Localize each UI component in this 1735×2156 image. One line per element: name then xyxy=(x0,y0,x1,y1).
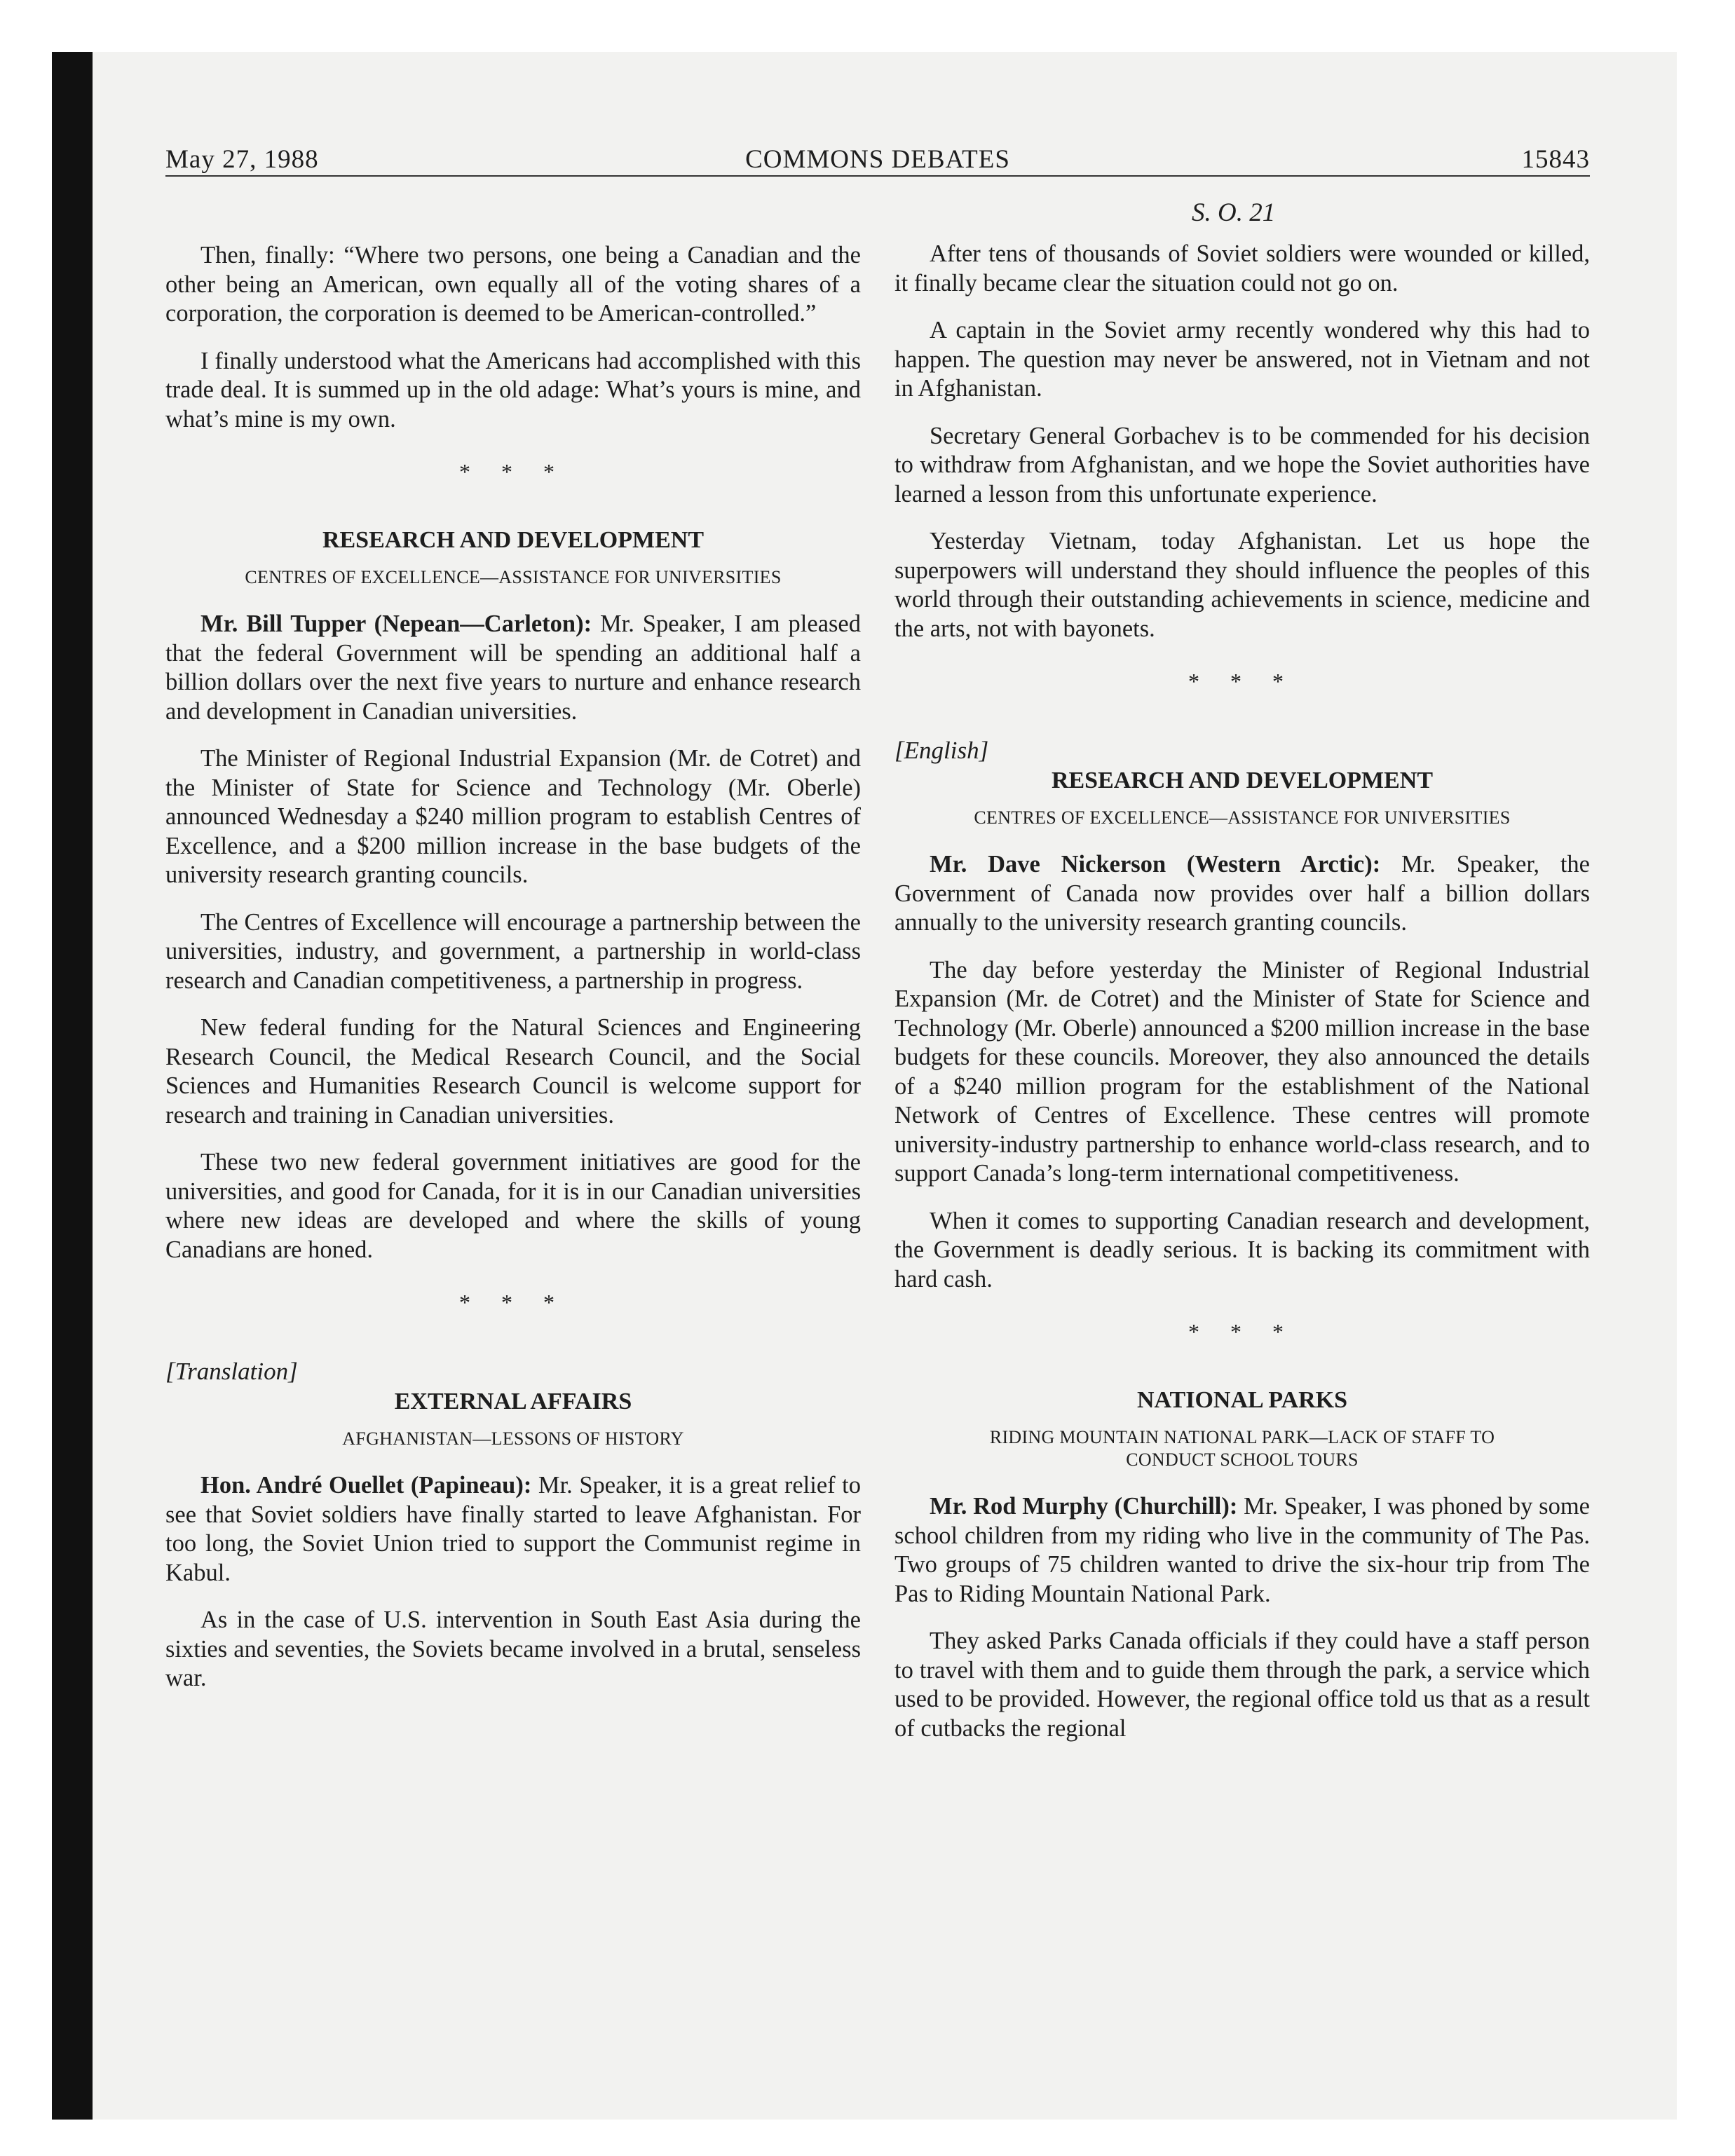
speaker-name: Mr. Bill Tupper (Nepean—Carleton): xyxy=(200,610,592,637)
section-subheading: CENTRES OF EXCELLENCE—ASSISTANCE FOR UNIVERSITIES xyxy=(974,807,1511,828)
paragraph: These two new federal government initiatives are good for the universities, and good for Canada, for it is in our Canadian universities where new ideas are developed and where the skills of young Canadians are honed. xyxy=(165,1149,861,1263)
publication-title: COMMONS DEBATES xyxy=(745,145,1010,174)
section-subheading: AFGHANISTAN—LESSONS OF HISTORY xyxy=(342,1428,684,1449)
paragraph: A captain in the Soviet army recently wondered why this had to happen. The question may never be answered, not in Vietnam and not in Afghanistan. xyxy=(894,317,1590,402)
section-separator: * * * xyxy=(1188,1319,1296,1344)
section-separator: * * * xyxy=(1188,669,1296,694)
paragraph: Yesterday Vietnam, today Afghanistan. Let us hope the superpowers will understand they should influence the peoples of this world through their outstanding achievements in science, medicine and the arts, not with bayonets. xyxy=(894,528,1590,642)
paragraph: New federal funding for the Natural Sciences and Engineering Research Council, the Medical Research Council, and the Social Sciences and Humanities Research Council is welcome support for research and training in Canadian universities. xyxy=(165,1014,861,1128)
speaker-name: Mr. Rod Murphy (Churchill): xyxy=(930,1493,1238,1520)
section-separator: * * * xyxy=(459,459,567,484)
section-heading: EXTERNAL AFFAIRS xyxy=(394,1389,632,1414)
section-separator: * * * xyxy=(459,1290,567,1315)
document-page xyxy=(93,52,1677,2120)
running-head xyxy=(165,142,1590,177)
page-number: 15843 xyxy=(1521,145,1590,174)
paragraph: When it comes to supporting Canadian research and development, the Government is deadly serious. It is backing its commitment with hard cash. xyxy=(894,1207,1590,1292)
speech-text: Mr. Speaker, I was phoned by some school children from my riding who live in the community of The Pas. Two groups of 75 children wanted to drive the six-hour trip from The Pas to Riding Mountain National Park. xyxy=(894,1493,1590,1607)
speaker-name: Hon. André Ouellet (Papineau): xyxy=(200,1472,532,1499)
section-heading: NATIONAL PARKS xyxy=(1136,1387,1348,1413)
speaker-name: Mr. Dave Nickerson (Western Arctic): xyxy=(930,851,1381,878)
speech-text: Mr. Speaker, it is a great relief to see that Soviet soldiers have finally started to leave Afghanistan. For too long, the Soviet Union tried to support the Communist regime in Kabul. xyxy=(165,1472,862,1586)
paragraph: After tens of thousands of Soviet soldiers were wounded or killed, it finally became clear the situation could not go on. xyxy=(894,240,1590,296)
scan-edge xyxy=(52,52,93,2120)
speech-text: Mr. Speaker, the Government of Canada now provides over half a billion dollars annually to the university research granting councils. xyxy=(894,851,1590,936)
page-date: May 27, 1988 xyxy=(165,145,319,174)
paragraph: Then, finally: “Where two persons, one being a Canadian and the other being an American, own equally all of the voting shares of a corporation, the corporation is deemed to be American-controlled.” xyxy=(165,242,861,327)
paragraph: The Minister of Regional Industrial Expansion (Mr. de Cotret) and the Minister of State for Science and Technology (Mr. Oberle) announced Wednesday a $240 million program to establish Centres of Excellence, and a $200 million increase in the base budgets of the university research granting councils. xyxy=(165,745,861,888)
section-heading: RESEARCH AND DEVELOPMENT xyxy=(1051,767,1434,793)
paragraph: Secretary General Gorbachev is to be commended for his decision to withdraw from Afghanistan, and we hope the Soviet authorities have learned a lesson from this unfortunate experience. xyxy=(894,422,1590,507)
paragraph: They asked Parks Canada officials if they could have a staff person to travel with them and to guide them through the park, a service which used to be provided. However, the regional office told us that as a result of cutbacks the regional xyxy=(894,1628,1590,1742)
paragraph: I finally understood what the Americans had accomplished with this trade deal. It is summed up in the old adage: What’s yours is mine, and what’s mine is my own. xyxy=(165,347,861,432)
right-column xyxy=(894,240,1590,1761)
paragraph: As in the case of U.S. intervention in South East Asia during the sixties and seventies, the Soviets became involved in a brutal, senseless war. xyxy=(165,1606,861,1691)
speech-opening xyxy=(165,610,861,726)
section-subheading: CENTRES OF EXCELLENCE—ASSISTANCE FOR UNIVERSITIES xyxy=(245,567,782,587)
paragraph: The Centres of Excellence will encourage a partnership between the universities, industry, and government, a partnership in world-class research and Canadian competitiveness, a partnership in progress. xyxy=(165,908,861,994)
speech-text: Mr. Speaker, I am pleased that the federal Government will be spending an additional half a billion dollars over the next five years to nurture and enhance research and development in Canadian universities. xyxy=(165,610,861,725)
section-subheading xyxy=(894,1426,1590,1471)
speech-opening xyxy=(894,850,1590,938)
standing-order-label: S. O. 21 xyxy=(1192,198,1276,227)
subheading-line: CONDUCT SCHOOL TOURS xyxy=(1126,1449,1359,1470)
left-column xyxy=(165,241,861,1712)
section-heading: RESEARCH AND DEVELOPMENT xyxy=(322,527,705,553)
language-note: [Translation] xyxy=(165,1358,298,1385)
paragraph: The day before yesterday the Minister of Regional Industrial Expansion (Mr. de Cotret) and the Minister of State for Science and Technology (Mr. Oberle) announced a $200 million increase in the base budgets for these councils. Moreover, they also announced the details of a $240 million program for the establishment of the National Network of Centres of Excellence. These centres will promote university-industry partnership to enhance world-class research, and to support Canada’s long-term international competitiveness. xyxy=(894,956,1590,1187)
speech-opening xyxy=(165,1471,861,1588)
subheading-line: RIDING MOUNTAIN NATIONAL PARK—LACK OF STAFF TO xyxy=(989,1427,1495,1447)
speech-opening xyxy=(894,1492,1590,1609)
language-note: [English] xyxy=(894,737,989,764)
